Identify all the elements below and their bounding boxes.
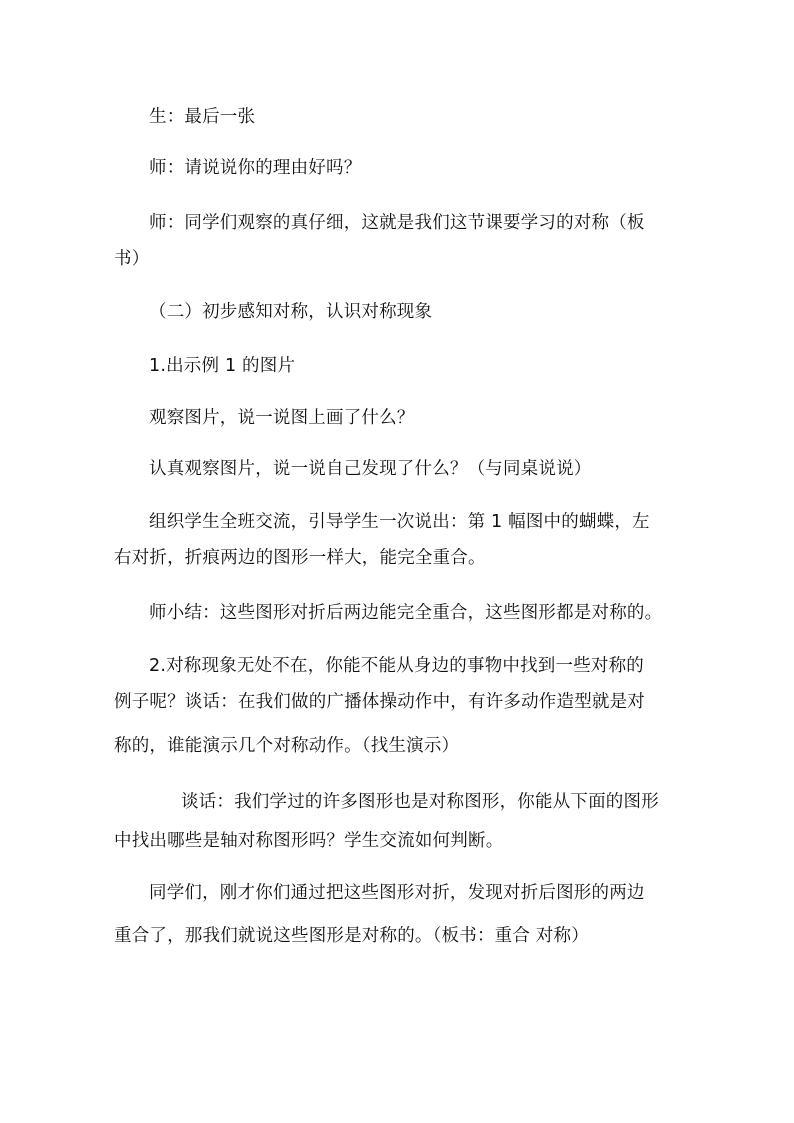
dialogue-teacher-question: 师：请说说你的理由好吗？ [149,158,362,178]
paragraph-classmates-cont: 重合了，那我们就说这些图形是对称的。（板书：重合 对称） [114,926,589,946]
step-2-paragraph-cont: 例子呢？谈话：在我们做的广播体操动作中，有许多动作造型就是对 [114,692,645,712]
dialogue-teacher-summary: 师：同学们观察的真仔细，这就是我们这节课要学习的对称（板 [149,213,645,233]
paragraph-exchange-cont: 右对折，折痕两边的图形一样大，能完全重合。 [114,548,486,568]
step-2-paragraph: 2.对称现象无处不在，你能不能从身边的事物中找到一些对称的 [149,656,644,676]
section-heading: （二）初步感知对称，认识对称现象 [149,302,433,322]
paragraph-observe: 观察图片，说一说图上画了什么？ [149,408,415,428]
paragraph-discover: 认真观察图片，说一说自己发现了什么？（与同桌说说） [149,459,592,479]
dialogue-teacher-summary-cont: 书） [114,249,150,269]
dialogue-student: 生：最后一张 [149,107,256,127]
paragraph-classmates: 同学们，刚才你们通过把这些图形对折，发现对折后图形的两边 [149,883,645,903]
paragraph-teacher-conclusion: 师小结：这些图形对折后两边能完全重合，这些图形都是对称的。 [149,603,663,623]
paragraph-exchange: 组织学生全班交流，引导学生一次说出：第 1 幅图中的蝴蝶，左 [149,512,650,532]
step-2-paragraph-end: 称的，谁能演示几个对称动作。（找生演示） [114,736,460,756]
paragraph-talk-shapes-cont: 中找出哪些是轴对称图形吗？学生交流如何判断。 [114,831,504,851]
paragraph-talk-shapes: 谈话：我们学过的许多图形也是对称图形，你能从下面的图形 [181,792,659,812]
step-1-heading: 1.出示例 1 的图片 [149,356,296,376]
